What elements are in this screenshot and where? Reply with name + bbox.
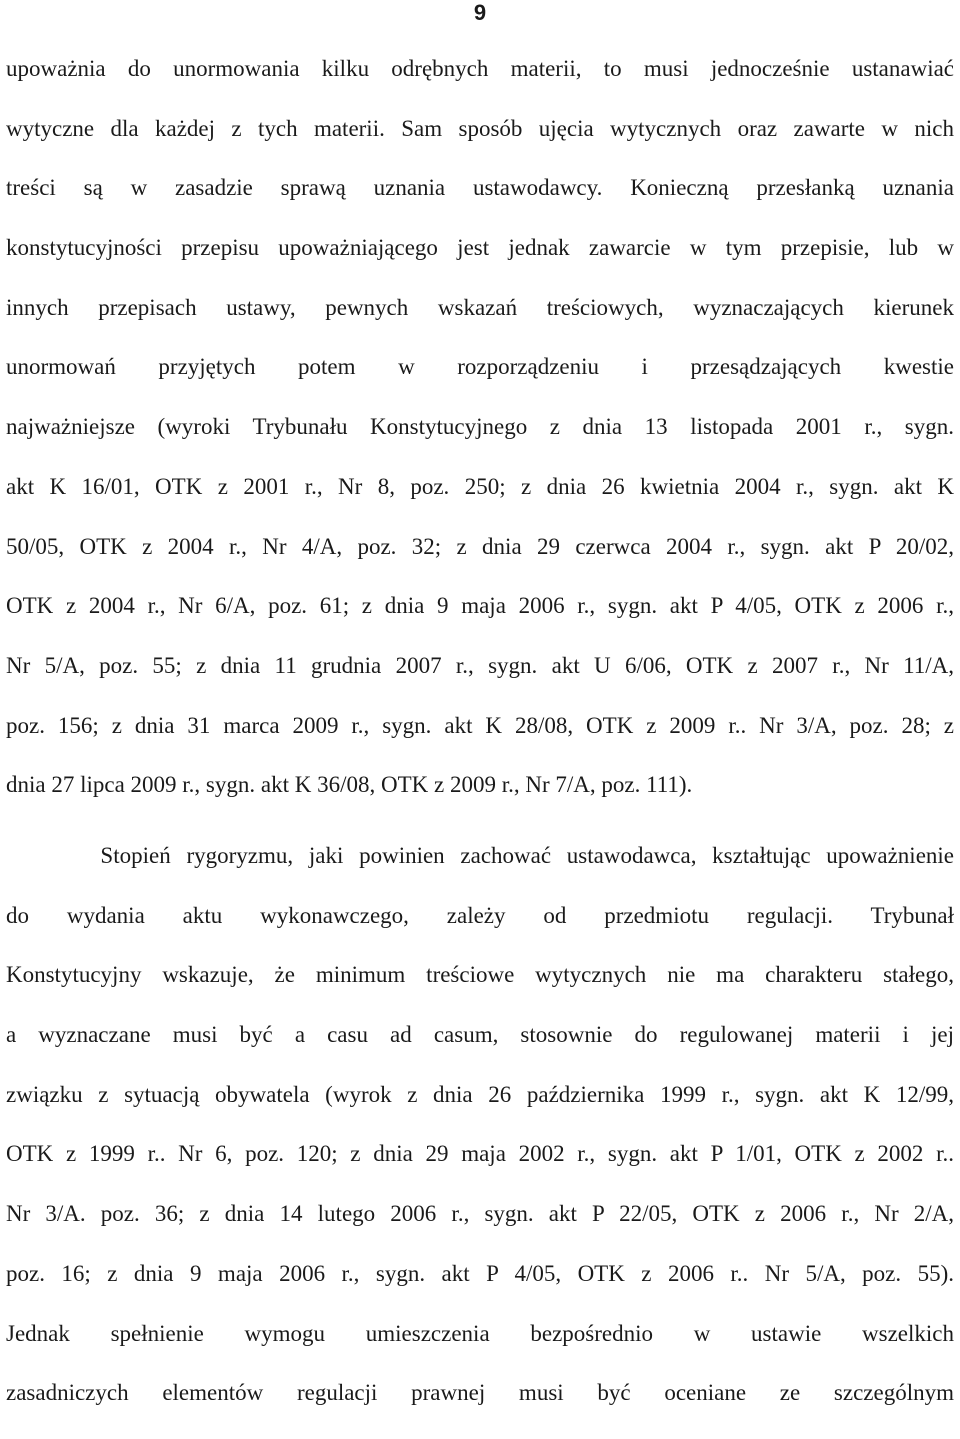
text-line: poz. 156; z dnia 31 marca 2009 r., sygn. akt K 28/08, OTK z 2009 r.. Nr 3/A, poz. 28; z xyxy=(6,712,954,738)
text-line: 50/05, OTK z 2004 r., Nr 4/A, poz. 32; z dnia 29 czerwca 2004 r., sygn. akt P 20/02, xyxy=(6,533,954,559)
text-line: poz. 16; z dnia 9 maja 2006 r., sygn. akt P 4/05, OTK z 2006 r.. Nr 5/A, poz. 55). xyxy=(6,1260,954,1286)
text-line: konstytucyjności przepisu upoważniającego jest jednak zawarcie w tym przepisie, lub w xyxy=(6,235,954,261)
text-line: a wyznaczane musi być a casu ad casum, stosownie do regulowanej materii i jej xyxy=(6,1022,954,1048)
text-line: Konstytucyjny wskazuje, że minimum treściowe wytycznych nie ma charakteru stałego, xyxy=(6,962,954,988)
text-line: Jednak spełnienie wymogu umieszczenia bezpośrednio w ustawie wszelkich xyxy=(6,1320,954,1346)
paragraph-2 xyxy=(6,842,954,1439)
text-line: unormowań przyjętych potem w rozporządzeniu i przesądzających kwestie xyxy=(6,354,954,380)
page-number: 9 xyxy=(473,0,487,25)
text-line: Nr 5/A, poz. 55; z dnia 11 grudnia 2007 r., sygn. akt U 6/06, OTK z 2007 r., Nr 11/A, xyxy=(6,652,954,678)
text-line: innych przepisach ustawy, pewnych wskazań treściowych, wyznaczających kierunek xyxy=(6,294,954,320)
text-line: Stopień rygoryzmu, jaki powinien zachować ustawodawca, kształtując upoważnienie xyxy=(6,843,954,868)
text-line: upoważnia do unormowania kilku odrębnych materii, to musi jednocześnie ustanawiać xyxy=(6,56,954,81)
text-line: treści są w zasadzie sprawą uznania ustawodawcy. Konieczną przesłanką uznania xyxy=(6,175,954,201)
text-line: dnia 27 lipca 2009 r., sygn. akt K 36/08, OTK z 2009 r., Nr 7/A, poz. 111). xyxy=(6,772,693,798)
text-line: Nr 3/A. poz. 36; z dnia 14 lutego 2006 r., sygn. akt P 22/05, OTK z 2006 r., Nr 2/A, xyxy=(6,1201,954,1227)
text-line: OTK z 2004 r., Nr 6/A, poz. 61; z dnia 9 maja 2006 r., sygn. akt P 4/05, OTK z 2006 r., xyxy=(6,593,954,619)
text-line: wytyczne dla każdej z tych materii. Sam sposób ujęcia wytycznych oraz zawarte w nich xyxy=(6,115,954,141)
text-line: związku z sytuacją obywatela (wyrok z dnia 26 października 1999 r., sygn. akt K 12/99, xyxy=(6,1081,954,1107)
text-line: najważniejsze (wyroki Trybunału Konstytucyjnego z dnia 13 listopada 2001 r., sygn. xyxy=(6,414,954,440)
text-line: akt K 16/01, OTK z 2001 r., Nr 8, poz. 250; z dnia 26 kwietnia 2004 r., sygn. akt K xyxy=(6,473,954,499)
text-line: zasadniczych elementów regulacji prawnej musi być oceniane ze szczególnym xyxy=(6,1380,954,1406)
text-line: OTK z 1999 r.. Nr 6, poz. 120; z dnia 29 maja 2002 r., sygn. akt P 1/01, OTK z 2002 r.. xyxy=(6,1141,954,1167)
text-line: do wydania aktu wykonawczego, zależy od przedmiotu regulacji. Trybunał xyxy=(6,902,954,928)
paragraph-1 xyxy=(6,55,954,831)
